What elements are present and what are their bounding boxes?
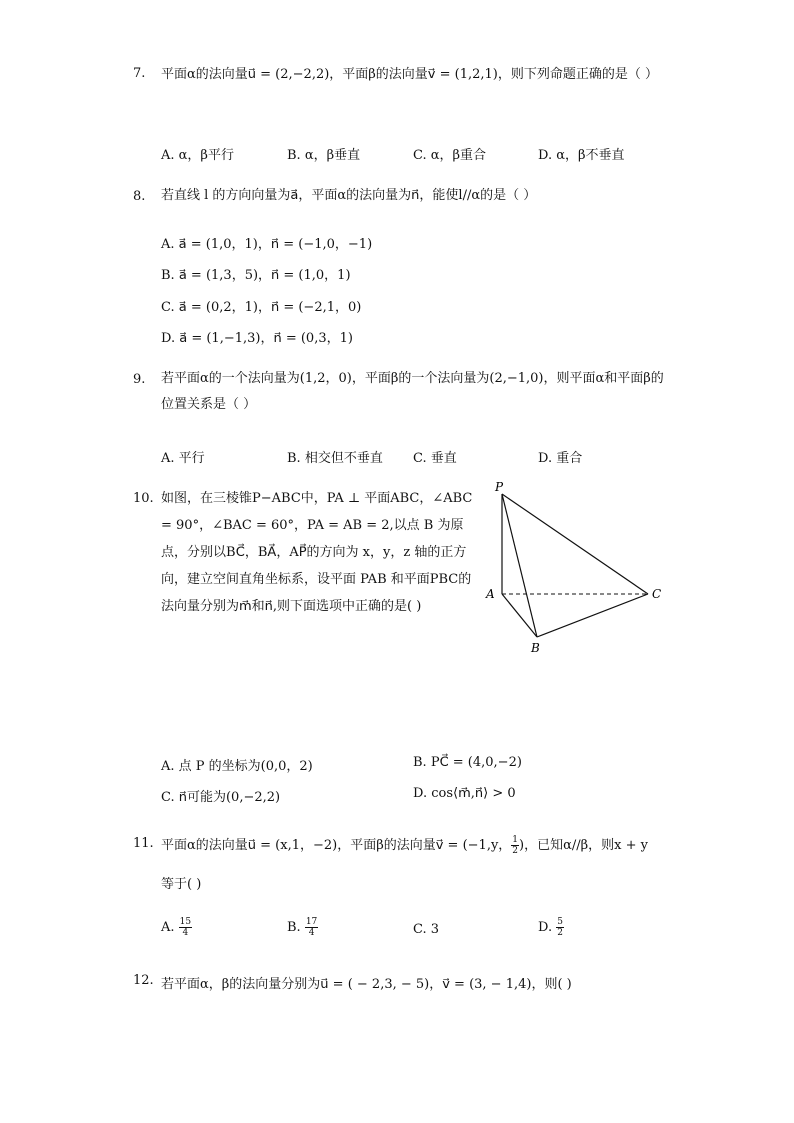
question-text: 平面α的法向量u⃗ = (x,1，−2)，平面β的法向量v⃗ = (−1,y， $\frac{1}{2}$ )，已知α//β，则x + y (161, 835, 648, 856)
option-a[interactable]: A. 平行 (161, 451, 205, 466)
question-number: 8. (133, 189, 146, 204)
question-text: 若平面α，β的法向量分别为u⃗ = ( − 2,3, − 5)，v⃗ = (3, − 1,4)，则( ) (161, 977, 572, 992)
label-c: C (652, 587, 662, 601)
question-number: 9. (133, 372, 146, 387)
option-d[interactable]: D. cos⟨m⃗,n⃗⟩ > 0 (413, 786, 516, 801)
question-text: 平面α的法向量u⃗ = (2,−2,2)，平面β的法向量v⃗ = (1,2,1)，则下列命题正确的是（ ） (161, 67, 659, 82)
pyramid-figure (480, 476, 670, 661)
option-b[interactable]: B. $\frac{17}{4}$ (287, 917, 318, 938)
option-c[interactable]: C. 3 (413, 922, 440, 937)
edge-pc (502, 494, 648, 594)
option-c[interactable]: C. a⃗ = (0,2，1)，n⃗ = (−2,1，0) (161, 300, 362, 315)
option-b[interactable]: B. α，β垂直 (287, 148, 361, 163)
question-number: 11. (133, 836, 154, 851)
question-number: 7. (133, 66, 146, 81)
label-p: P (495, 480, 504, 494)
option-d[interactable]: D. 重合 (538, 451, 583, 466)
option-b[interactable]: B. PC⃗ = (4,0,−2) (413, 755, 522, 770)
question-number: 12. (133, 973, 154, 988)
option-a[interactable]: A. a⃗ = (1,0，1)，n⃗ = (−1,0，−1) (161, 237, 373, 252)
option-c[interactable]: C. n⃗可能为(0,−2,2) (161, 790, 281, 805)
label-b: B (531, 641, 540, 655)
option-c[interactable]: C. 垂直 (413, 451, 457, 466)
option-d[interactable]: D. a⃗ = (1,−1,3)，n⃗ = (0,3，1) (161, 331, 353, 346)
question-text-cont: 等于( ) (161, 877, 202, 892)
fraction: $\frac{1}{2}$ (512, 835, 519, 856)
option-b[interactable]: B. 相交但不垂直 (287, 451, 383, 466)
option-a[interactable]: A. 点 P 的坐标为(0,0，2) (161, 759, 313, 774)
question-text: 若直线 l 的方向向量为a⃗，平面α的法向量为n⃗，能使l//α的是（ ） (161, 188, 537, 203)
question-number: 10. (133, 491, 154, 506)
option-c[interactable]: C. α，β重合 (413, 148, 487, 163)
option-a[interactable]: A. α，β平行 (161, 148, 234, 163)
option-b[interactable]: B. a⃗ = (1,3，5)，n⃗ = (1,0，1) (161, 268, 351, 283)
option-d[interactable]: D. $\frac{5}{2}$ (538, 917, 563, 938)
question-text: 若平面α的一个法向量为(1,2，0)，平面β的一个法向量为(2,−1,0)，则平面α和平面β的位置关系是（ ） (161, 371, 664, 412)
edge-bc (537, 594, 648, 637)
label-a: A (486, 587, 495, 601)
question-text: 如图，在三棱锥P−ABC中，PA ⊥ 平面ABC，∠ABC = 90°，∠BAC = 60°，PA = AB = 2,以点 B 为原点，分别以BC⃗，BA⃗，AP⃗的方向为 x，y，z 轴的正方向，建立空间直角坐标系，设平面 PAB 和平面PBC的法向量分别为m⃗和n⃗,则下面选项中正确的是( ) (161, 491, 473, 614)
option-a[interactable]: A. $\frac{15}{4}$ (161, 917, 192, 938)
option-d[interactable]: D. α，β不垂直 (538, 148, 625, 163)
